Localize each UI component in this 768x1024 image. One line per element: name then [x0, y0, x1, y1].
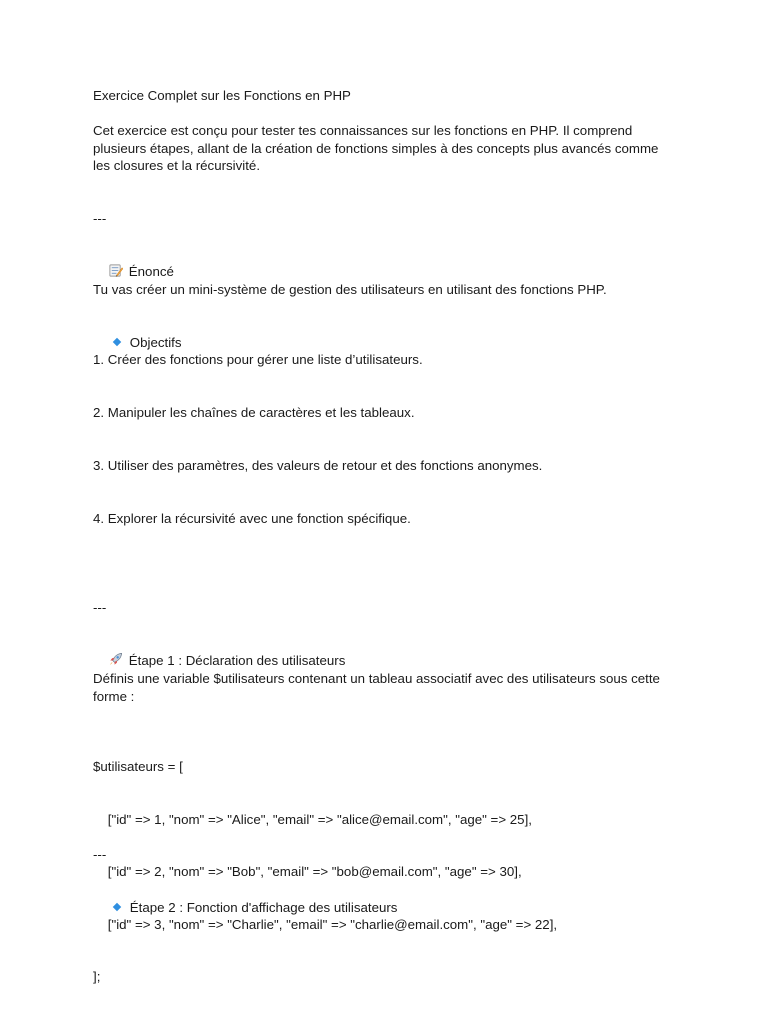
separator: --- — [93, 847, 107, 862]
blue-diamond-icon — [113, 337, 121, 345]
code-block — [93, 723, 557, 1021]
etape1-text: Définis une variable $utilisateurs contenant un tableau associatif avec des utilisateurs sous cette forme : — [93, 671, 660, 704]
separator: --- — [93, 600, 107, 615]
etape1-heading-text: Étape 1 : Déclaration des utilisateurs — [128, 652, 346, 668]
code-line: ["id" => 1, "nom" => "Alice", "email" => "alice@email.com", "age" => 25], — [93, 811, 532, 827]
code-line: ["id" => 2, "nom" => "Bob", "email" => "bob@email.com", "age" => 30], — [93, 864, 522, 879]
blue-diamond-icon — [113, 902, 121, 910]
objectifs-heading-text: Objectifs — [129, 334, 182, 350]
rocket-icon — [108, 652, 123, 667]
doc-title: Exercice Complet sur les Fonctions en PHP — [93, 88, 351, 103]
etape2-heading — [93, 881, 397, 934]
intro-paragraph: Cet exercice est conçu pour tester tes connaissances sur les fonctions en PHP. Il comprend plusieurs étapes, allant de la création de fonctions simples à des concepts plus avancés comme les closures et la récursivité. — [93, 123, 659, 173]
etape2-heading-text: Étape 2 : Fonction d'affichage des utilisateurs — [129, 899, 398, 915]
separator: --- — [93, 211, 107, 226]
enonce-heading-text: Énoncé — [128, 263, 174, 279]
code-line: ["id" => 3, "nom" => "Charlie", "email" => "charlie@email.com", "age" => 22], — [93, 916, 558, 932]
code-line: $utilisateurs = [ — [93, 759, 183, 774]
enonce-text: Tu vas créer un mini-système de gestion des utilisateurs en utilisant des fonctions PHP. — [93, 282, 607, 297]
objectif-item: 3. Utiliser des paramètres, des valeurs de retour et des fonctions anonymes. — [93, 458, 543, 473]
objectif-item: 2. Manipuler les chaînes de caractères et les tableaux. — [93, 405, 415, 420]
code-line: ]; — [93, 969, 101, 984]
objectif-item: 1. Créer des fonctions pour gérer une liste d’utilisateurs. — [93, 352, 423, 367]
objectif-item: 4. Explorer la récursivité avec une fonction spécifique. — [93, 511, 411, 526]
memo-icon — [108, 263, 123, 278]
